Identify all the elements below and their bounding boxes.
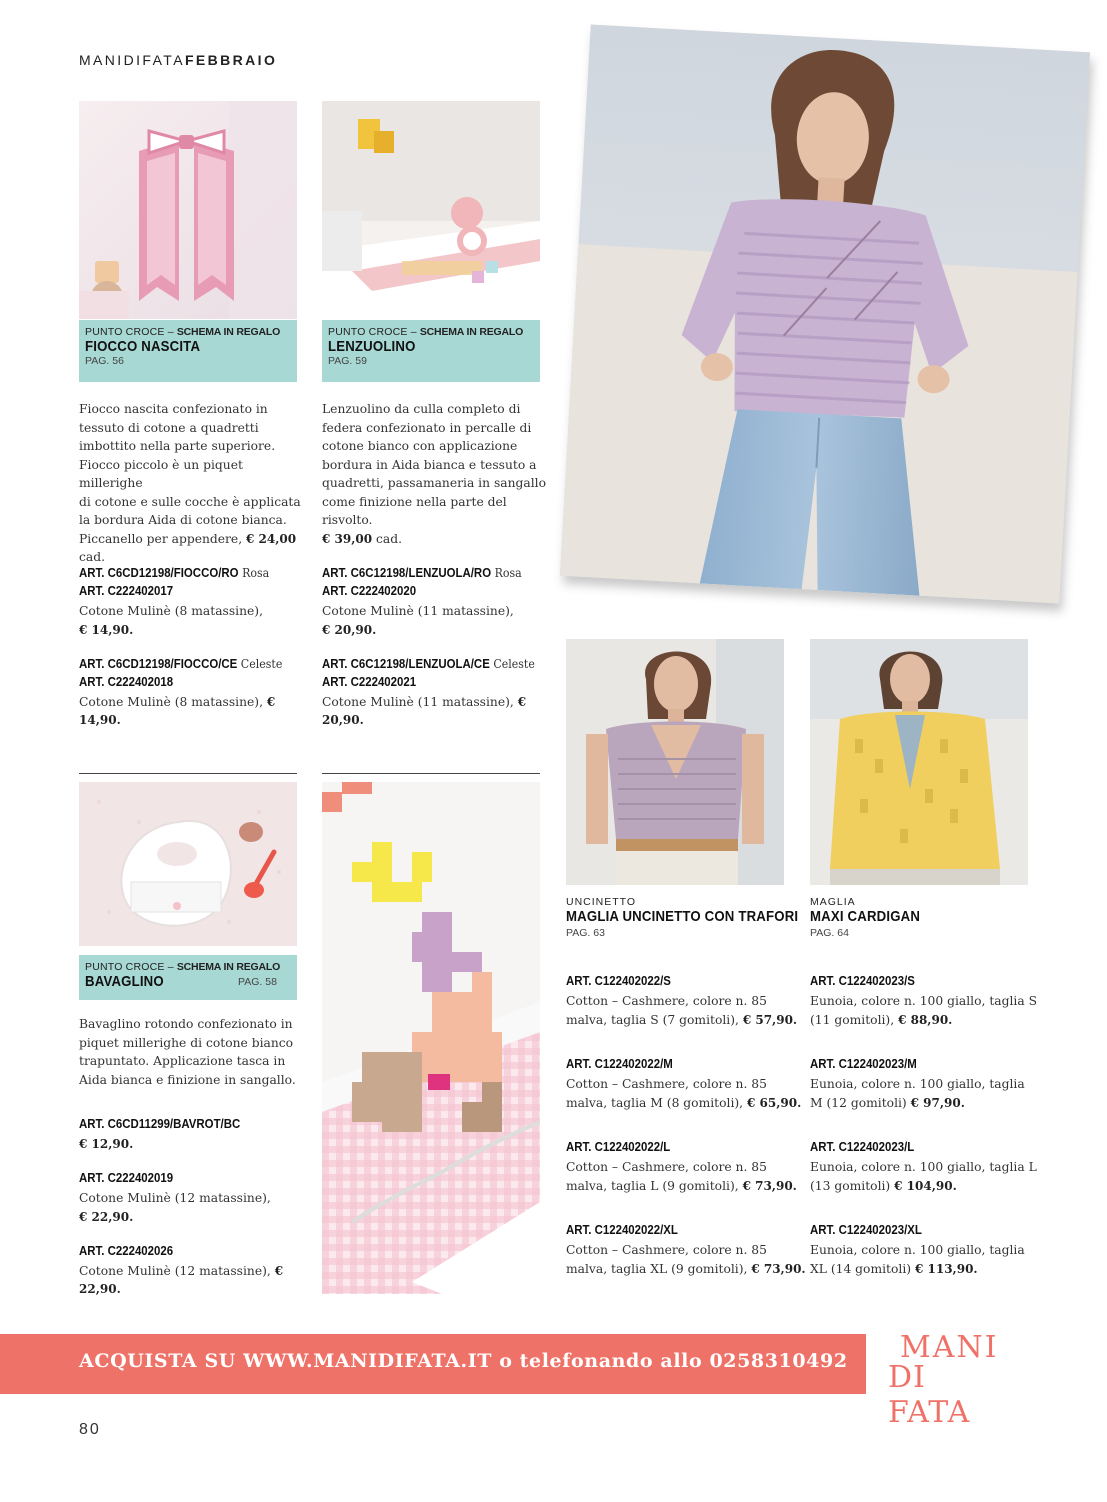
lenzuolino-art2: ART. C222402020 [322,583,417,598]
fiocco-art4: ART. C222402018 [79,673,174,689]
fiocco-art2-price: € 14,90. [79,622,134,637]
fiocco-art4-text: Cotone Mulinè (8 matassine), € 14,90. [79,694,276,727]
fiocco-photo [79,101,297,319]
lenzuolino-art4: ART. C222402021 [322,673,417,689]
purchase-banner-text[interactable]: ACQUISTA SU WWW.MANIDIFATA.IT o telefonando allo 0258310492 [79,1350,848,1372]
bavaglino-art2-text: Cotone Mulinè (12 matassine), [79,1191,271,1205]
bavaglino-art2-price: € 22,90. [79,1209,134,1224]
uncinetto-photo [566,639,784,885]
lenzuolino-art2-price: € 20,90. [322,622,377,637]
fiocco-articles [79,564,319,730]
bavaglino-art3-text: Cotone Mulinè (12 matassine), € 22,90. [79,1263,284,1296]
fiocco-page: PAG. 56 [85,355,124,367]
cardigan-item: ART. C122402023/XL Eunoia, colore n. 100 giallo, taglia XL (14 gomitoli) € 113,90. [810,1222,1025,1276]
fiocco-art3: ART. C6CD12198/FIOCCO/CE Celeste [79,655,283,671]
cardigan-title: MAXI CARDIGAN [810,908,921,925]
fiocco-art2: ART. C222402017 [79,583,174,598]
uncinetto-item: ART. C122402022/M Cotton – Cashmere, colore n. 85 malva, taglia M (8 gomitoli), € 65,90. [566,1056,802,1110]
cardigan-photo [810,639,1028,885]
bavaglino-art3: ART. C222402026 [79,1242,174,1258]
bavaglino-title: BAVAGLINO [85,973,164,990]
uncinetto-articles [566,972,806,1278]
fiocco-art1: ART. C6CD12198/FIOCCO/RO Rosa [79,565,270,580]
bavaglino-page: PAG. 58 [238,976,277,988]
closeup-divider [322,773,540,774]
uncinetto-page: PAG. 63 [566,927,605,939]
bavaglino-art2: ART. C222402019 [79,1170,174,1185]
cardigan-item: ART. C122402023/L Eunoia, colore n. 100 giallo, taglia L (13 gomitoli) € 104,90. [810,1139,1037,1193]
cardigan-item: ART. C122402023/M Eunoia, colore n. 100 giallo, taglia M (12 gomitoli) € 97,90. [810,1056,1025,1110]
lenzuolino-photo [322,101,540,319]
uncinetto-heading [566,896,806,939]
lenzuolino-category: PUNTO CROCE – SCHEMA IN REGALO [328,326,524,338]
lenzuolino-articles [322,564,562,730]
cardigan-heading [810,896,1050,939]
sweater-photo [560,24,1090,603]
cardigan-articles [810,972,1060,1278]
bavaglino-description: Bavaglino rotondo confezionato in piquet millerighe di cotone bianco trapuntato. Applicazione tasca in Aida bianca e finizione in sangallo. [79,1017,296,1087]
fiocco-description: Fiocco nascita confezionato in tessuto di cotone a quadretti imbottito nella parte superiore. Fiocco piccolo è un piquet millerighe di cotone e sulle cocche è applicata la bordura Aida di cotone bianca. Piccanello per appendere, € 24,00 cad. [79,402,301,564]
manidifata-logo: MANI DI FATA [888,1330,999,1430]
uncinetto-title: MAGLIA UNCINETTO CON TRAFORI [566,908,799,925]
cardigan-page: PAG. 64 [810,927,849,939]
lenzuolino-art1: ART. C6C12198/LENZUOLA/RO Rosa [322,565,522,580]
lenzuolino-art3: ART. C6C12198/LENZUOLA/CE Celeste [322,655,535,671]
header-brand: MANIDIFATA [79,52,185,68]
page-number: 80 [79,1421,101,1438]
crossstitch-photo [322,782,540,1294]
lenzuolino-page: PAG. 59 [328,355,367,367]
lenzuolino-title: LENZUOLINO [328,338,416,355]
cardigan-item: ART. C122402023/S Eunoia, colore n. 100 giallo, taglia S (11 gomitoli), € 88,90. [810,973,1038,1027]
uncinetto-item: ART. C122402022/L Cotton – Cashmere, colore n. 85 malva, taglia L (9 gomitoli), € 73,90. [566,1139,797,1193]
bavaglino-photo [79,782,297,946]
bavaglino-divider [79,773,297,774]
uncinetto-category: UNCINETTO [566,896,637,908]
lenzuolino-description: Lenzuolino da culla completo di federa confezionato in percalle di cotone bianco con applicazione bordura in Aida bianca e tessuto a quadretti, passamaneria in sangallo come finizione nella parte del risvolto. € 39,00 cad. [322,402,546,546]
uncinetto-item: ART. C122402022/S Cotton – Cashmere, colore n. 85 malva, taglia S (7 gomitoli), € 57,90. [566,973,798,1027]
fiocco-art2-text: Cotone Mulinè (8 matassine), [79,604,263,618]
fiocco-label [79,320,297,382]
lenzuolino-art4-text: Cotone Mulinè (11 matassine), € 20,90. [322,694,527,727]
header-month: FEBBRAIO [184,52,278,68]
bavaglino-label [79,955,297,1000]
bavaglino-art1-price: € 12,90. [79,1137,134,1151]
lenzuolino-art2-text: Cotone Mulinè (11 matassine), [322,604,514,618]
page-header [79,52,277,68]
bavaglino-articles [79,1115,319,1299]
bavaglino-art1: ART. C6CD11299/BAVROT/BC [79,1116,241,1131]
cardigan-category: MAGLIA [810,896,856,908]
bavaglino-category: PUNTO CROCE – SCHEMA IN REGALO [85,961,281,973]
fiocco-title: FIOCCO NASCITA [85,338,201,355]
uncinetto-item: ART. C122402022/XL Cotton – Cashmere, colore n. 85 malva, taglia XL (9 gomitoli), € 73,90. [566,1222,806,1276]
fiocco-category: PUNTO CROCE – SCHEMA IN REGALO [85,326,281,338]
lenzuolino-label [322,320,540,382]
